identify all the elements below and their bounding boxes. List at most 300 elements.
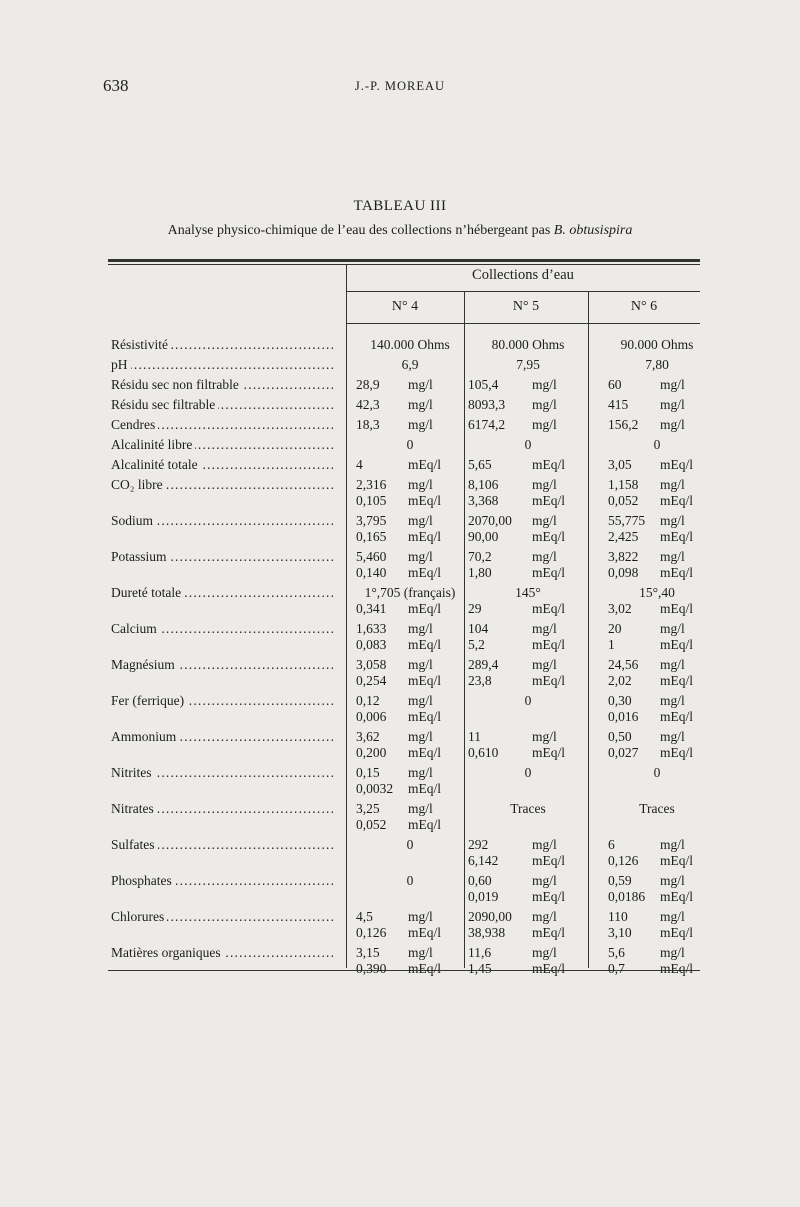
cell-number: 2090,00 — [468, 909, 512, 924]
cell-number: 3,10 — [608, 925, 632, 940]
row-label — [111, 656, 333, 673]
row-label-text: Alcalinité libre — [111, 437, 195, 452]
cell-unit: mg/l — [660, 397, 685, 412]
cell-unit: mEq/l — [660, 601, 693, 616]
cell-number: 0,016 — [608, 709, 639, 724]
cell-unit: mEq/l — [660, 493, 693, 508]
row-label-text: Fer (ferrique) — [111, 693, 187, 708]
cell-number: 2,02 — [608, 673, 632, 688]
table-cell-value: 90.000 Ohms — [620, 337, 694, 352]
table-title: TABLEAU III — [353, 198, 447, 214]
row-label — [111, 416, 333, 433]
row-label — [111, 800, 333, 817]
cell-number: 289,4 — [468, 657, 499, 672]
cell-unit: mEq/l — [660, 457, 693, 472]
table-cell-measure — [468, 620, 588, 637]
cell-unit: mEq/l — [408, 817, 441, 832]
cell-unit: mEq/l — [660, 925, 693, 940]
cell-number: 1,633 — [356, 621, 387, 636]
table-cell-measure — [468, 636, 588, 653]
table-cell-value: 0 — [406, 437, 414, 452]
cell-number: 0,0032 — [356, 781, 394, 796]
cell-unit: mg/l — [532, 873, 557, 888]
table-cell-measure — [468, 656, 588, 673]
table-cell-measure — [356, 376, 464, 393]
cell-unit: mg/l — [408, 693, 433, 708]
cell-number: 70,2 — [468, 549, 492, 564]
cell-number: 2,425 — [608, 529, 639, 544]
cell-unit: mg/l — [532, 397, 557, 412]
table-cell-measure — [608, 872, 706, 889]
row-label — [111, 512, 333, 529]
cell-unit: mEq/l — [408, 673, 441, 688]
cell-unit: mg/l — [532, 945, 557, 960]
cell-unit: mEq/l — [532, 745, 565, 760]
table-cell-measure — [468, 528, 588, 545]
row-label-text: Résidu sec filtrable — [111, 397, 218, 412]
cell-number: 11,6 — [468, 945, 492, 960]
table-cell-measure — [608, 672, 706, 689]
table-cell-measure — [468, 416, 588, 433]
cell-number: 110 — [608, 909, 628, 924]
table-cell-measure — [608, 636, 706, 653]
top-rule-thick — [108, 259, 700, 262]
cell-number: 3,058 — [356, 657, 387, 672]
table-cell-value: 0 — [524, 693, 532, 708]
cell-number: 2,316 — [356, 477, 387, 492]
row-label — [111, 620, 333, 637]
cell-unit: mg/l — [660, 837, 685, 852]
cell-number: 156,2 — [608, 417, 639, 432]
table-cell-measure — [356, 416, 464, 433]
cell-number: 5,2 — [468, 637, 485, 652]
running-head: J.-P. MOREAU — [354, 79, 446, 93]
cell-unit: mEq/l — [408, 457, 441, 472]
cell-number: 5,65 — [468, 457, 492, 472]
table-cell-measure — [608, 836, 706, 853]
table-cell-measure — [468, 512, 588, 529]
cell-unit: mg/l — [660, 513, 685, 528]
cell-unit: mg/l — [408, 657, 433, 672]
cell-unit: mg/l — [660, 693, 685, 708]
cell-unit: mg/l — [532, 729, 557, 744]
cell-unit: mEq/l — [408, 637, 441, 652]
table-cell-value: 7,80 — [645, 357, 669, 372]
cell-number: 0,60 — [468, 873, 492, 888]
cell-unit: mg/l — [408, 729, 433, 744]
cell-unit: mEq/l — [532, 637, 565, 652]
table-cell-measure — [356, 816, 464, 833]
table-cell-value: 7,95 — [516, 357, 540, 372]
cell-unit: mg/l — [408, 477, 433, 492]
table-cell-measure — [468, 836, 588, 853]
row-label-text: Chlorures — [111, 909, 167, 924]
cell-unit: mg/l — [408, 909, 433, 924]
row-label — [111, 944, 333, 961]
row-label — [111, 376, 333, 393]
cell-unit: mg/l — [408, 765, 433, 780]
row-label-text: Alcalinité totale — [111, 457, 201, 472]
table-cell-value: 0 — [524, 437, 532, 452]
table-cell-measure — [468, 396, 588, 413]
table-cell-measure — [356, 528, 464, 545]
row-label-text: Matières organiques — [111, 945, 224, 960]
cell-number: 3,25 — [356, 801, 380, 816]
cell-number: 5,460 — [356, 549, 387, 564]
table-cell-measure — [356, 924, 464, 941]
cell-number: 28,9 — [356, 377, 380, 392]
table-cell-measure — [468, 744, 588, 761]
cell-unit: mEq/l — [532, 565, 565, 580]
cell-number: 0,126 — [608, 853, 639, 868]
cell-number: 29 — [468, 601, 482, 616]
row-label — [111, 764, 333, 781]
table-cell-measure — [356, 672, 464, 689]
table-cell-measure — [468, 456, 588, 473]
table-cell-measure — [468, 548, 588, 565]
table-cell-measure — [468, 728, 588, 745]
table-cell-measure — [608, 564, 706, 581]
table-cell-measure — [608, 396, 706, 413]
cell-number: 60 — [608, 377, 622, 392]
table-cell-value: 0 — [406, 837, 414, 852]
row-label — [111, 908, 333, 925]
cell-unit: mEq/l — [660, 745, 693, 760]
table-caption — [0, 223, 800, 239]
cell-number: 20 — [608, 621, 622, 636]
table-cell-measure — [356, 944, 464, 961]
cell-number: 18,3 — [356, 417, 380, 432]
cell-unit: mg/l — [660, 657, 685, 672]
cell-number: 0,15 — [356, 765, 380, 780]
cell-number: 3,795 — [356, 513, 387, 528]
group-rule — [346, 291, 700, 292]
vline-2 — [464, 292, 465, 968]
cell-number: 1,45 — [468, 961, 492, 976]
cell-number: 0,052 — [608, 493, 639, 508]
table-cell-measure — [356, 744, 464, 761]
cell-number: 0,254 — [356, 673, 387, 688]
cell-number: 0,019 — [468, 889, 499, 904]
table-cell-measure — [468, 888, 588, 905]
table-cell-measure — [356, 960, 464, 977]
table-cell-measure — [608, 456, 706, 473]
table-cell-measure — [608, 376, 706, 393]
row-label — [111, 584, 333, 601]
table-cell-measure — [608, 960, 706, 977]
cell-number: 3,62 — [356, 729, 380, 744]
table-cell-value: Traces — [510, 801, 546, 816]
table-cell-measure — [468, 852, 588, 869]
row-label — [111, 728, 333, 745]
cell-unit: mg/l — [532, 837, 557, 852]
table-cell-measure — [468, 376, 588, 393]
table-cell-measure — [356, 636, 464, 653]
cell-number: 415 — [608, 397, 629, 412]
cell-unit: mg/l — [532, 909, 557, 924]
cell-number: 23,8 — [468, 673, 492, 688]
cell-number: 0,105 — [356, 493, 387, 508]
cell-number: 1,158 — [608, 477, 639, 492]
cell-unit: mEq/l — [408, 529, 441, 544]
cell-unit: mg/l — [532, 657, 557, 672]
table-cell-measure — [356, 708, 464, 725]
cell-unit: mg/l — [532, 621, 557, 636]
table-cell-value: 0 — [653, 437, 661, 452]
table-cell-measure — [608, 944, 706, 961]
table-cell-value: Traces — [639, 801, 675, 816]
cell-number: 0,12 — [356, 693, 380, 708]
cell-unit: mg/l — [532, 417, 557, 432]
cell-unit: mEq/l — [660, 637, 693, 652]
table-cell-measure — [468, 924, 588, 941]
cell-number: 0,052 — [356, 817, 387, 832]
table-cell-measure — [608, 656, 706, 673]
cell-number: 0,140 — [356, 565, 387, 580]
row-label-text: Magnésium — [111, 657, 178, 672]
cell-number: 0,027 — [608, 745, 639, 760]
row-label-text: Dureté totale — [111, 585, 184, 600]
table-cell-measure — [608, 548, 706, 565]
cell-unit: mEq/l — [532, 961, 565, 976]
table-cell-measure — [468, 872, 588, 889]
table-cell-measure — [356, 780, 464, 797]
cell-unit: mg/l — [408, 945, 433, 960]
header-rule — [346, 323, 700, 324]
cell-unit: mEq/l — [532, 457, 565, 472]
table-cell-measure — [608, 600, 706, 617]
cell-unit: mEq/l — [532, 601, 565, 616]
table-cell-measure — [468, 564, 588, 581]
col-head-5: N° 5 — [512, 299, 540, 314]
table-cell-measure — [356, 656, 464, 673]
cell-unit: mEq/l — [660, 529, 693, 544]
cell-unit: mEq/l — [660, 961, 693, 976]
cell-number: 3,15 — [356, 945, 380, 960]
cell-number: 6174,2 — [468, 417, 506, 432]
cell-number: 292 — [468, 837, 489, 852]
cell-number: 0,200 — [356, 745, 387, 760]
cell-unit: mg/l — [660, 873, 685, 888]
cell-unit: mg/l — [660, 945, 685, 960]
cell-unit: mg/l — [660, 549, 685, 564]
table-cell-measure — [608, 852, 706, 869]
cell-unit: mEq/l — [532, 493, 565, 508]
cell-unit: mg/l — [408, 621, 433, 636]
cell-unit: mEq/l — [660, 889, 693, 904]
cell-unit: mg/l — [660, 729, 685, 744]
row-label-text: Phosphates — [111, 873, 175, 888]
table-cell-measure — [608, 924, 706, 941]
table-cell-measure — [608, 528, 706, 545]
table-cell-measure — [356, 492, 464, 509]
cell-number: 0,006 — [356, 709, 387, 724]
table-cell-measure — [356, 476, 464, 493]
cell-number: 6 — [608, 837, 615, 852]
cell-unit: mg/l — [532, 549, 557, 564]
top-rule-thin — [108, 264, 700, 265]
row-label-text: Sulfates — [111, 837, 158, 852]
table-cell-measure — [468, 476, 588, 493]
cell-number: 3,368 — [468, 493, 499, 508]
cell-unit: mEq/l — [660, 565, 693, 580]
cell-unit: mg/l — [660, 377, 685, 392]
table-cell-measure — [608, 744, 706, 761]
cell-unit: mEq/l — [532, 889, 565, 904]
table-cell-measure — [356, 620, 464, 637]
cell-number: 8093,3 — [468, 397, 506, 412]
cell-number: 11 — [468, 729, 481, 744]
cell-number: 2070,00 — [468, 513, 512, 528]
row-label-text: Potassium — [111, 549, 170, 564]
group-header: Collections d’eau — [472, 267, 574, 283]
cell-number: 90,00 — [468, 529, 499, 544]
table-cell-value: 145° — [515, 585, 541, 600]
table-cell-measure — [356, 908, 464, 925]
table-cell-measure — [356, 800, 464, 817]
table-cell-measure — [356, 548, 464, 565]
table-cell-measure — [608, 728, 706, 745]
row-label — [111, 396, 333, 413]
table-cell-measure — [608, 692, 706, 709]
cell-number: 1 — [608, 637, 615, 652]
cell-unit: mEq/l — [408, 745, 441, 760]
cell-number: 1,80 — [468, 565, 492, 580]
cell-unit: mEq/l — [408, 925, 441, 940]
cell-unit: mEq/l — [408, 565, 441, 580]
cell-unit: mg/l — [660, 417, 685, 432]
cell-number: 0,59 — [608, 873, 632, 888]
cell-number: 42,3 — [356, 397, 380, 412]
cell-number: 24,56 — [608, 657, 639, 672]
cell-unit: mg/l — [532, 477, 557, 492]
cell-number: 6,142 — [468, 853, 499, 868]
row-label — [111, 872, 333, 889]
table-cell-measure — [356, 764, 464, 781]
cell-number: 3,02 — [608, 601, 632, 616]
cell-unit: mEq/l — [408, 781, 441, 796]
cell-unit: mg/l — [408, 397, 433, 412]
cell-number: 0,341 — [356, 601, 387, 616]
cell-number: 38,938 — [468, 925, 506, 940]
cell-unit: mEq/l — [408, 601, 441, 616]
row-label — [111, 692, 333, 709]
cell-number: 0,098 — [608, 565, 639, 580]
cell-unit: mg/l — [660, 909, 685, 924]
table-cell-measure — [356, 692, 464, 709]
cell-number: 0,165 — [356, 529, 387, 544]
table-cell-measure — [608, 512, 706, 529]
table-cell-measure — [468, 944, 588, 961]
vline-3 — [588, 292, 589, 968]
table-cell-value: 0 — [406, 873, 414, 888]
row-label-text: Nitrites — [111, 765, 155, 780]
caption-species: B. obtusispira — [553, 223, 633, 238]
cell-unit: mEq/l — [532, 673, 565, 688]
table-cell-measure — [356, 600, 464, 617]
cell-unit: mg/l — [660, 477, 685, 492]
table-cell-value: 0 — [524, 765, 532, 780]
cell-unit: mg/l — [408, 549, 433, 564]
table-cell-measure — [356, 512, 464, 529]
caption-text: Analyse physico-chimique de l’eau des collections n’hébergeant pas — [167, 223, 554, 238]
cell-unit: mg/l — [408, 417, 433, 432]
row-label-text: Calcium — [111, 621, 160, 636]
row-label — [111, 356, 333, 373]
table-cell-value: 6,9 — [401, 357, 419, 372]
table-cell-measure — [608, 620, 706, 637]
cell-number: 0,30 — [608, 693, 632, 708]
cell-unit: mEq/l — [408, 961, 441, 976]
row-label — [111, 548, 333, 565]
row-label-text: CO₂ libre — [111, 477, 166, 492]
cell-number: 0,390 — [356, 961, 387, 976]
cell-number: 4,5 — [356, 909, 373, 924]
cell-number: 0,7 — [608, 961, 625, 976]
row-label-text: pH — [111, 357, 131, 372]
cell-unit: mg/l — [408, 513, 433, 528]
row-label-text: Résistivité — [111, 337, 171, 352]
row-label-text: Nitrates — [111, 801, 157, 816]
page-number: 638 — [103, 76, 129, 95]
table-cell-measure — [468, 960, 588, 977]
table-cell-measure — [356, 728, 464, 745]
cell-unit: mEq/l — [532, 529, 565, 544]
table-cell-measure — [468, 600, 588, 617]
table-cell-value: 15°,40 — [639, 585, 675, 600]
cell-number: 5,6 — [608, 945, 625, 960]
cell-unit: mEq/l — [660, 673, 693, 688]
table-cell-measure — [608, 708, 706, 725]
table-cell-value: 1°,705 (français) — [364, 585, 456, 600]
cell-unit: mEq/l — [660, 709, 693, 724]
row-label — [111, 476, 333, 493]
col-head-4: N° 4 — [391, 299, 419, 314]
row-label-text: Cendres — [111, 417, 158, 432]
row-label — [111, 336, 333, 353]
cell-number: 0,083 — [356, 637, 387, 652]
cell-unit: mEq/l — [408, 709, 441, 724]
cell-number: 55,775 — [608, 513, 646, 528]
row-label-text: Résidu sec non filtrable — [111, 377, 242, 392]
row-label-text: Sodium — [111, 513, 156, 528]
cell-number: 3,05 — [608, 457, 632, 472]
cell-number: 8,106 — [468, 477, 499, 492]
cell-number: 0,0186 — [608, 889, 646, 904]
cell-number: 105,4 — [468, 377, 499, 392]
row-label — [111, 836, 333, 853]
cell-number: 0,50 — [608, 729, 632, 744]
table-cell-measure — [468, 492, 588, 509]
cell-number: 104 — [468, 621, 489, 636]
table-cell-measure — [608, 492, 706, 509]
vline-1 — [346, 265, 347, 968]
cell-number: 0,126 — [356, 925, 387, 940]
row-label — [111, 456, 333, 473]
cell-number: 4 — [356, 457, 363, 472]
cell-unit: mEq/l — [660, 853, 693, 868]
table-cell-measure — [356, 564, 464, 581]
cell-unit: mg/l — [532, 377, 557, 392]
cell-unit: mg/l — [408, 377, 433, 392]
table-cell-measure — [356, 456, 464, 473]
cell-number: 3,822 — [608, 549, 639, 564]
cell-unit: mg/l — [408, 801, 433, 816]
row-label-text: Ammonium — [111, 729, 179, 744]
row-label — [111, 436, 333, 453]
table-cell-measure — [608, 908, 706, 925]
table-cell-value: 140.000 Ohms — [370, 337, 450, 352]
